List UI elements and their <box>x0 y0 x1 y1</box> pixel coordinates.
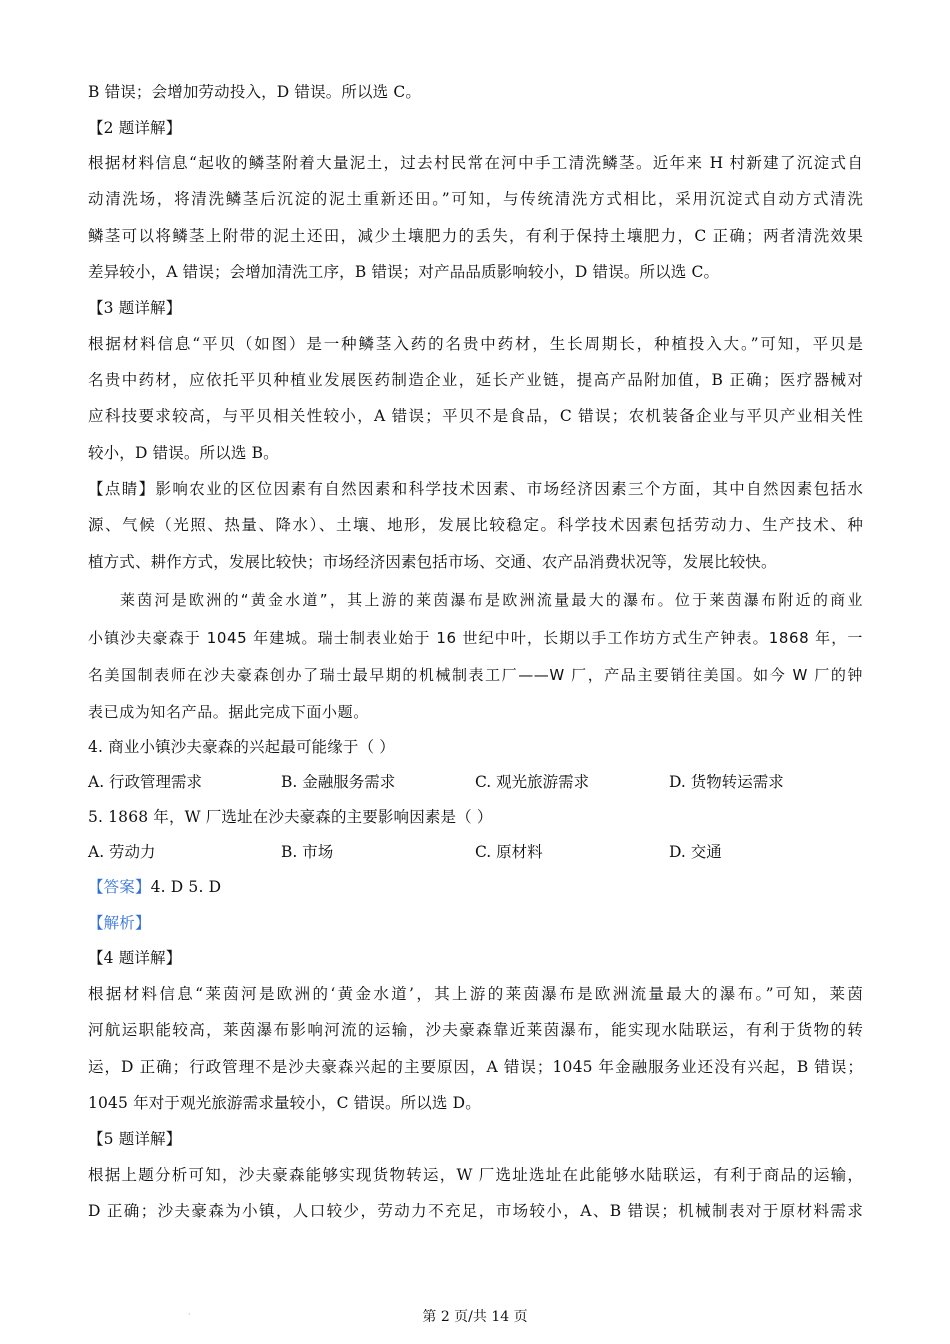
section-heading-q5: 【5 题详解】 <box>88 1130 182 1148</box>
page-footer: 第 2 页/共 14 页 <box>422 1309 528 1325</box>
decorative-dot: · <box>188 1310 191 1319</box>
key-point-line: 源、气候（光照、热量、降水）、土壤、地形，发展比较稳定。科学技术因素包括劳动力、生产技术、种 <box>88 516 863 534</box>
q4-option-b: B. 金融服务需求 <box>281 773 396 791</box>
answer-label: 【答案】 <box>88 878 151 896</box>
analysis-label: 【解析】 <box>88 914 151 932</box>
text-line: 应科技要求较高，与平贝相关性较小，A 错误；平贝不是食品，C 错误；农机装备企业与平贝产业相关性 <box>88 407 863 425</box>
passage-line: 小镇沙夫豪森于 1045 年建城。瑞士制表业始于 16 世纪中叶，长期以手工作坊方式生产钟表。1868 年，一 <box>88 629 863 647</box>
text-line: D 正确；沙夫豪森为小镇，人口较少，劳动力不充足，市场较小，A、B 错误；机械制表对于原材料需求 <box>88 1202 863 1220</box>
text-line: 较小，D 错误。所以选 B。 <box>88 444 279 462</box>
q4-option-a: A. 行政管理需求 <box>88 773 203 791</box>
q5-option-a: A. 劳动力 <box>88 843 156 861</box>
text-line: 根据上题分析可知，沙夫豪森能够实现货物转运，W 厂选址选址在此能够水陆联运，有利于商品的运输， <box>88 1166 863 1184</box>
passage-line: 莱茵河是欧洲的“黄金水道”，其上游的莱茵瀑布是欧洲流量最大的瀑布。位于莱茵瀑布附近的商业 <box>120 591 863 609</box>
question-5: 5. 1868 年，W 厂选址在沙夫豪森的主要影响因素是（ ） <box>88 808 493 826</box>
text-line: 根据材料信息“莱茵河是欧洲的‘黄金水道’，其上游的莱茵瀑布是欧洲流量最大的瀑布。”可知，莱茵 <box>88 985 863 1003</box>
text-line: 鳞茎可以将鳞茎上附带的泥土还田，减少土壤肥力的丢失，有利于保持土壤肥力，C 正确；两者清洗效果 <box>88 227 863 245</box>
q5-option-c: C. 原材料 <box>475 843 543 861</box>
section-heading-q4: 【4 题详解】 <box>88 949 182 967</box>
q5-option-b: B. 市场 <box>281 843 334 861</box>
key-point-line: 【点睛】影响农业的区位因素有自然因素和科学技术因素、市场经济因素三个方面，其中自然因素包括水 <box>88 480 863 498</box>
text-line: 河航运职能较高，莱茵瀑布影响河流的运输，沙夫豪森靠近莱茵瀑布，能实现水陆联运，有利于货物的转 <box>88 1021 863 1039</box>
key-point-line: 植方式、耕作方式，发展比较快；市场经济因素包括市场、交通、农产品消费状况等，发展比较快。 <box>88 553 777 571</box>
q5-option-d: D. 交通 <box>669 843 722 861</box>
text-line: 1045 年对于观光旅游需求量较小，C 错误。所以选 D。 <box>88 1094 481 1112</box>
question-4: 4. 商业小镇沙夫豪森的兴起最可能缘于（ ） <box>88 738 395 756</box>
text-line: 根据材料信息“平贝（如图）是一种鳞茎入药的名贵中药材，生长周期长，种植投入大。”可知，平贝是 <box>88 335 863 353</box>
text-line: 名贵中药材，应依托平贝种植业发展医药制造企业，延长产业链，提高产品附加值，B 正确；医疗器械对 <box>88 371 863 389</box>
q4-option-d: D. 货物转运需求 <box>669 773 784 791</box>
q4-option-c: C. 观光旅游需求 <box>475 773 590 791</box>
passage-line: 名美国制表师在沙夫豪森创办了瑞士最早期的机械制表工厂——W 厂，产品主要销往美国。如今 W 厂的钟 <box>88 666 863 684</box>
section-heading-q3: 【3 题详解】 <box>88 299 182 317</box>
text-line: 动清洗场，将清洗鳞茎后沉淀的泥土重新还田。”可知，与传统清洗方式相比，采用沉淀式自动方式清洗 <box>88 190 863 208</box>
text-line: 运，D 正确；行政管理不是沙夫豪森兴起的主要原因，A 错误；1045 年金融服务业还没有兴起，B 错误； <box>88 1058 863 1076</box>
answer-line <box>88 877 863 897</box>
passage-line: 表已成为知名产品。据此完成下面小题。 <box>88 703 369 721</box>
text-line: 根据材料信息“起收的鳞茎附着大量泥土，过去村民常在河中手工清洗鳞茎。近年来 H 村新建了沉淀式自 <box>88 154 863 172</box>
answer-text: 4. D 5. D <box>150 878 222 896</box>
section-heading-q2: 【2 题详解】 <box>88 119 182 137</box>
text-line: B 错误；会增加劳动投入，D 错误。所以选 C。 <box>88 83 422 101</box>
text-line: 差异较小，A 错误；会增加清洗工序，B 错误；对产品品质影响较小，D 错误。所以选 C。 <box>88 263 720 281</box>
